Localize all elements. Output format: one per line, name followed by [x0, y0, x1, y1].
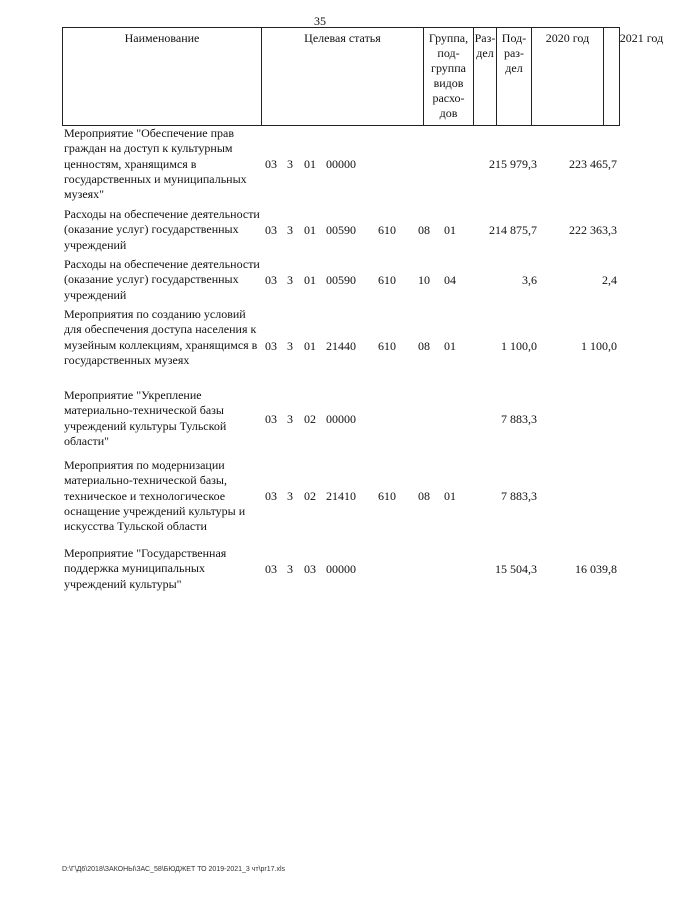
code-direction: 00000: [326, 562, 356, 576]
header-target-article: Целевая статья: [261, 28, 423, 125]
code-event: 03: [304, 562, 316, 576]
value-2020: 1 100,0: [501, 339, 537, 353]
value-2020: 15 504,3: [495, 562, 537, 576]
value-2021: 16 039,8: [575, 562, 617, 576]
code-program: 03: [265, 223, 277, 237]
code-subprogram: 3: [287, 412, 293, 426]
value-2020: 7 883,3: [501, 412, 537, 426]
row-name: Мероприятия по созданию условий для обеспечения доступа населения к музейным коллекциям, хранящимся в государственных музеях: [64, 307, 258, 367]
code-event: 02: [304, 489, 316, 503]
page-number: 35: [314, 14, 326, 28]
code-group: 610: [378, 223, 396, 237]
code-subprogram: 3: [287, 339, 293, 353]
code-direction: 00590: [326, 273, 356, 287]
code-event: 01: [304, 223, 316, 237]
code-subprogram: 3: [287, 489, 293, 503]
code-podrazdel: 01: [444, 339, 456, 353]
value-2020: 7 883,3: [501, 489, 537, 503]
code-event: 01: [304, 339, 316, 353]
code-direction: 00000: [326, 412, 356, 426]
value-2021: 223 465,7: [569, 157, 617, 171]
row-name: Мероприятия по модернизации материально-технической базы, техническое и технологическое оснащение учреждений культуры и искусства Тульской области: [64, 458, 246, 534]
code-program: 03: [265, 562, 277, 576]
code-podrazdel: 01: [444, 489, 456, 503]
code-direction: 21410: [326, 489, 356, 503]
code-razdel: 10: [418, 273, 430, 287]
header-2020: 2020 год: [531, 28, 603, 125]
code-program: 03: [265, 157, 277, 171]
header-2021: 2021 год: [603, 28, 679, 125]
row-name: Мероприятие "Обеспечение прав граждан на доступ к культурным ценностям, хранящимся в государственных и муниципальных музеях": [64, 126, 247, 202]
code-subprogram: 3: [287, 562, 293, 576]
code-event: 01: [304, 273, 316, 287]
code-razdel: 08: [418, 489, 430, 503]
code-direction: 00000: [326, 157, 356, 171]
row-name: Расходы на обеспечение деятельности (оказание услуг) государственных учреждений: [64, 257, 260, 302]
code-razdel: 08: [418, 339, 430, 353]
code-group: 610: [378, 339, 396, 353]
code-podrazdel: 01: [444, 223, 456, 237]
value-2021: 1 100,0: [581, 339, 617, 353]
code-podrazdel: 04: [444, 273, 456, 287]
code-program: 03: [265, 412, 277, 426]
file-path-footer: D:\Г\Д6\2018\ЗАКОНЫ\ЗАС_58\БЮДЖЕТ ТО 2019-2021_3 чт\pr17.xls: [62, 866, 286, 873]
row-name: Мероприятие "Государственная поддержка муниципальных учреждений культуры": [64, 546, 227, 591]
code-subprogram: 3: [287, 157, 293, 171]
table-header: [62, 27, 664, 126]
value-2020: 3,6: [522, 273, 537, 287]
header-name: Наименование: [124, 31, 200, 45]
code-direction: 00590: [326, 223, 356, 237]
row-name: Мероприятие "Укрепление материально-технической базы учреждений культуры Тульской области": [64, 388, 227, 448]
code-razdel: 08: [418, 223, 430, 237]
code-subprogram: 3: [287, 273, 293, 287]
code-program: 03: [265, 489, 277, 503]
value-2021: 2,4: [602, 273, 617, 287]
code-event: 02: [304, 412, 316, 426]
value-2020: 214 875,7: [489, 223, 537, 237]
code-event: 01: [304, 157, 316, 171]
header-razdel: Раз- дел: [473, 28, 496, 125]
header-podrazdel: Под- раз- дел: [496, 28, 531, 125]
code-group: 610: [378, 273, 396, 287]
value-2020: 215 979,3: [489, 157, 537, 171]
row-name: Расходы на обеспечение деятельности (оказание услуг) государственных учреждений: [64, 207, 260, 252]
code-program: 03: [265, 339, 277, 353]
value-2021: 222 363,3: [569, 223, 617, 237]
header-group: Группа, под- группа видов расхо- дов: [423, 28, 473, 125]
code-direction: 21440: [326, 339, 356, 353]
code-program: 03: [265, 273, 277, 287]
code-subprogram: 3: [287, 223, 293, 237]
code-group: 610: [378, 489, 396, 503]
